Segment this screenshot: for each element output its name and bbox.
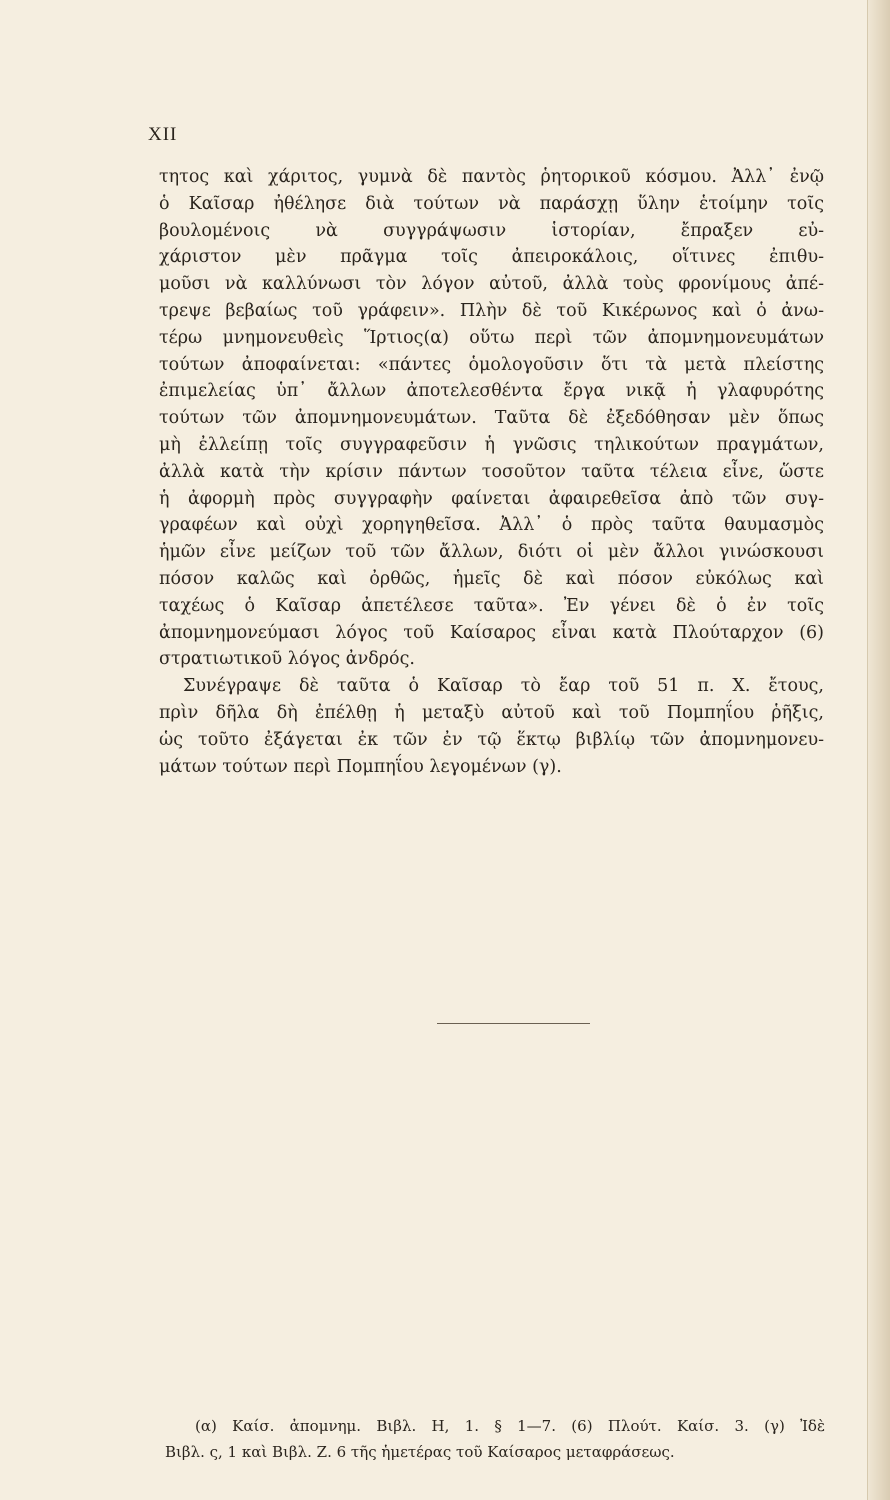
text-line: ταχέως ὁ Καῖσαρ ἀπετέλεσε ταῦτα». Ἐν γένει δὲ ὁ ἐν τοῖς bbox=[159, 595, 824, 616]
text-line: τέρω μνημονευθεὶς Ἵρτιος(α) οὕτω περὶ τῶν ἀπομνημονευμάτων bbox=[159, 327, 824, 348]
text-line: βουλομένοις νὰ συγγράψωσιν ἱστορίαν, ἔπραξεν εὐ- bbox=[159, 220, 824, 241]
text-line: πόσον καλῶς καὶ ὀρθῶς, ἡμεῖς δὲ καὶ πόσον εὐκόλως καὶ bbox=[159, 568, 824, 589]
text-line-paragraph-start: Συνέγραψε δὲ ταῦτα ὁ Καῖσαρ τὸ ἔαρ τοῦ 51 π. Χ. ἔτους, bbox=[183, 676, 824, 697]
text-line: ἐπιμελείας ὑπ᾽ ἄλλων ἀποτελεσθέντα ἔργα νικᾷ ἡ γλαφυρότης bbox=[159, 381, 824, 402]
text-line-paragraph-end: στρατιωτικοῦ λόγος ἀνδρός. bbox=[159, 649, 415, 670]
text-line: τρεψε βεβαίως τοῦ γράφειν». Πλὴν δὲ τοῦ Κικέρωνος καὶ ὁ ἀνω- bbox=[159, 300, 824, 321]
page-edge bbox=[867, 0, 890, 1500]
page-number: XII bbox=[148, 124, 178, 145]
text-line: τητος καὶ χάριτος, γυμνὰ δὲ παντὸς ῥητορικοῦ κόσμου. Ἀλλ᾽ ἐνῷ bbox=[159, 167, 824, 187]
text-line: ἡμῶν εἶνε μείζων τοῦ τῶν ἄλλων, διότι οἱ μὲν ἄλλοι γινώσκουσι bbox=[159, 542, 824, 563]
text-line: ἀπομνημονεύμασι λόγος τοῦ Καίσαρος εἶναι κατὰ Πλούταρχον (6) bbox=[159, 622, 824, 643]
body-text bbox=[159, 164, 824, 780]
footnote-line: Βιβλ. ς, 1 καὶ Βιβλ. Ζ. 6 τῆς ἡμετέρας τοῦ Καίσαρος μεταφράσεως. bbox=[165, 1443, 675, 1461]
text-line: ὡς τοῦτο ἐξάγεται ἐκ τῶν ἐν τῷ ἕκτῳ βιβλίῳ τῶν ἀπομνημονευ- bbox=[159, 729, 824, 750]
text-line: τούτων τῶν ἀπομνημονευμάτων. Ταῦτα δὲ ἐξεδόθησαν μὲν ὅπως bbox=[159, 408, 824, 429]
text-line-paragraph-end: μάτων τούτων περὶ Πομπηΐου λεγομένων (γ). bbox=[159, 756, 562, 777]
text-line: ὁ Καῖσαρ ἠθέλησε διὰ τούτων νὰ παράσχῃ ὕλην ἑτοίμην τοῖς bbox=[159, 193, 824, 214]
footnotes bbox=[165, 1413, 825, 1465]
footnote-divider bbox=[437, 1023, 590, 1024]
text-line: γραφέων καὶ οὐχὶ χορηγηθεῖσα. Ἀλλ᾽ ὁ πρὸς ταῦτα θαυμασμὸς bbox=[159, 515, 824, 536]
text-line: χάριστον μὲν πρᾶγμα τοῖς ἀπειροκάλοις, οἵτινες ἐπιθυ- bbox=[159, 247, 824, 268]
text-line: ἀλλὰ κατὰ τὴν κρίσιν πάντων τοσοῦτον ταῦτα τέλεια εἶνε, ὥστε bbox=[159, 461, 824, 482]
text-line: μὴ ἐλλείπῃ τοῖς συγγραφεῦσιν ἡ γνῶσις τηλικούτων πραγμάτων, bbox=[159, 434, 824, 455]
footnote-line: (α) Καίσ. ἀπομνημ. Βιβλ. Η, 1. § 1—7. (6) Πλούτ. Καίσ. 3. (γ) Ἰδὲ bbox=[195, 1417, 825, 1435]
text-line: πρὶν δῆλα δὴ ἐπέλθῃ ἡ μεταξὺ αὐτοῦ καὶ τοῦ Πομπηΐου ῥῆξις, bbox=[159, 702, 824, 723]
text-line: μοῦσι νὰ καλλύνωσι τὸν λόγον αὐτοῦ, ἀλλὰ τοὺς φρονίμους ἀπέ- bbox=[159, 274, 824, 295]
text-line: τούτων ἀποφαίνεται: «πάντες ὁμολογοῦσιν ὅτι τὰ μετὰ πλείστης bbox=[159, 354, 824, 375]
text-line: ἡ ἀφορμὴ πρὸς συγγραφὴν φαίνεται ἀφαιρεθεῖσα ἀπὸ τῶν συγ- bbox=[159, 488, 824, 509]
